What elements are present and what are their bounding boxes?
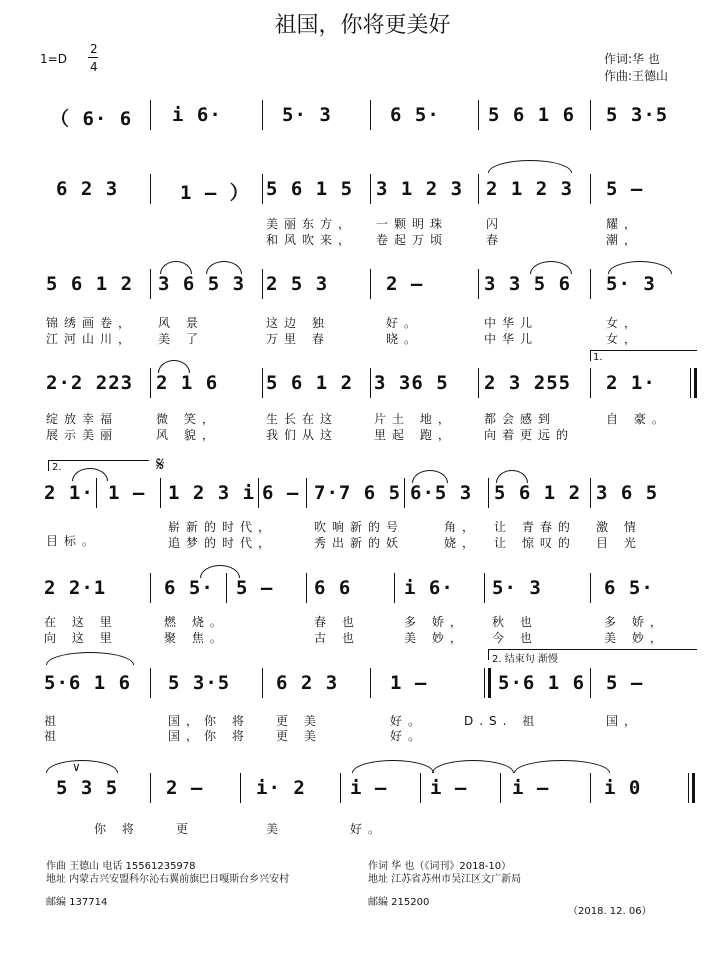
lyric: 微 笑， [156, 412, 220, 426]
barline [262, 174, 263, 204]
slur [608, 261, 672, 274]
tie [352, 760, 434, 773]
lyric: 多 娇， [404, 615, 468, 629]
slur [488, 160, 572, 173]
measure: 5·6 1 6 [498, 672, 586, 694]
barline [478, 269, 479, 299]
tie [514, 760, 610, 773]
measure: 1 – ） [180, 182, 250, 204]
barline [484, 668, 485, 698]
lyric: 和风吹来， [266, 233, 357, 247]
lyric: 闪 [486, 217, 505, 231]
measure: 1 – [390, 672, 428, 694]
composer-contact: 作曲 王德山 电话 15561235978 [46, 861, 196, 872]
measure: 5 6 1 5 [266, 178, 354, 200]
lyric: 都会感到 [484, 412, 557, 426]
lyric: 好。 [386, 316, 423, 330]
measure: 2 1· [44, 482, 94, 504]
lyric: 春 也 [314, 615, 360, 629]
lyric: 国，你 将 [168, 714, 250, 728]
barline [262, 668, 263, 698]
lyric: 美 [266, 822, 285, 836]
time-signature-top: 2 [90, 42, 98, 56]
lyric: 卷起万顷 [376, 233, 449, 247]
barline [226, 573, 227, 603]
barline [150, 573, 151, 603]
barline [258, 478, 259, 508]
lyricist: 作词:华 也 [604, 52, 660, 66]
lyric: 国， [606, 714, 643, 728]
measure: i· 2 [256, 777, 306, 799]
lyric: 激 情 [596, 520, 642, 534]
lyric: 聚 焦。 [164, 631, 228, 645]
repeat-barline [690, 368, 691, 398]
time-signature-line [88, 57, 98, 58]
barline [404, 478, 405, 508]
barline [306, 573, 307, 603]
measure: 5· 3 [492, 577, 542, 599]
measure: i 0 [604, 777, 642, 799]
measure: 6 5· [604, 577, 654, 599]
barline [590, 573, 591, 603]
tie [200, 565, 240, 578]
volta-label-2: 2. [52, 462, 62, 473]
measure: i – [350, 777, 388, 799]
lyric: 目标。 [46, 534, 101, 548]
barline [150, 368, 151, 398]
barline [150, 100, 151, 130]
barline [484, 573, 485, 603]
barline [590, 174, 591, 204]
measure: 6 6 [314, 577, 352, 599]
barline [340, 773, 341, 803]
repeat-barline-thick [694, 368, 697, 398]
barline [150, 668, 151, 698]
measure: 7·7 6 5 [314, 482, 402, 504]
measure: 6 – [262, 482, 300, 504]
measure: 5 6 1 2 [266, 372, 354, 394]
final-barline [688, 773, 689, 803]
barline [590, 668, 591, 698]
lyric: 多 娇， [604, 615, 668, 629]
lyric: 秀出新的妖 [314, 536, 405, 550]
lyric: 好。 [350, 822, 387, 836]
lyric: 国，你 将 [168, 729, 250, 743]
barline [590, 100, 591, 130]
measure: 5· 3 [606, 273, 656, 295]
barline [160, 478, 161, 508]
slur [206, 261, 242, 274]
lyric: 目 光 [596, 536, 642, 550]
time-signature-bottom: 4 [90, 60, 98, 74]
slur [160, 261, 192, 274]
lyric: 追梦的时代， [168, 536, 277, 550]
measure: i 6· [404, 577, 454, 599]
composer: 作曲:王德山 [604, 69, 669, 83]
song-title: 祖国，你将更美好 [274, 13, 451, 38]
lyric: 让 惊叹的 [494, 536, 576, 550]
lyric: 角， [444, 520, 481, 534]
lyric: 片土 地， [374, 412, 456, 426]
lyric: 女， [606, 332, 643, 346]
barline [478, 174, 479, 204]
lyricist-address: 地址 江苏省苏州市吴江区文广新局 [368, 874, 522, 885]
barline [262, 100, 263, 130]
lyric: 今 也 [492, 631, 538, 645]
measure: i 6· [172, 104, 222, 126]
segno-icon: 𝄋 [156, 452, 165, 476]
slur [496, 470, 528, 483]
final-barline-thick [692, 773, 695, 803]
barline [262, 368, 263, 398]
slur [46, 652, 134, 665]
measure: 3 3 5 6 [484, 273, 572, 295]
lyric: 春 [486, 233, 505, 247]
measure: 2·2 223 [46, 372, 134, 394]
lyric: 风 景 [158, 316, 204, 330]
barline [488, 478, 489, 508]
measure: i – [430, 777, 468, 799]
barline [370, 100, 371, 130]
measure: 5 6 1 2 [494, 482, 582, 504]
measure: 5 3·5 [606, 104, 669, 126]
barline [370, 368, 371, 398]
measure: 6 2 3 [56, 178, 119, 200]
lyric: 中华儿 [484, 332, 539, 346]
measure: 3 36 5 [374, 372, 449, 394]
lyric: 崭新的时代， [168, 520, 277, 534]
slur [158, 360, 190, 373]
lyric: 更 美 [276, 714, 322, 728]
measure: 5· 3 [282, 104, 332, 126]
measure: 5 – [606, 672, 644, 694]
measure: 2 2·1 [44, 577, 107, 599]
lyric: 向 这 里 [44, 631, 118, 645]
lyric: 耀， [606, 217, 643, 231]
measure: 2 – [386, 273, 424, 295]
barline [394, 573, 395, 603]
measure: 5 6 1 2 [46, 273, 134, 295]
barline [150, 174, 151, 204]
lyric: 祖 [44, 729, 63, 743]
barline [306, 478, 307, 508]
lyric: 美 妙， [404, 631, 468, 645]
barline [478, 368, 479, 398]
slur [530, 261, 572, 274]
measure: 6·5 3 [410, 482, 473, 504]
barline [262, 269, 263, 299]
lyricist-postcode: 邮编 215200 [368, 897, 430, 908]
measure: 3 6 5 [596, 482, 659, 504]
lyric: 锦绣画卷， [46, 316, 137, 330]
measure: 3 1 2 3 [376, 178, 464, 200]
composer-address: 地址 内蒙古兴安盟科尔沁右翼前旗巴日嘎斯台乡兴安村 [46, 874, 290, 885]
measure: 2 1· [606, 372, 656, 394]
barline-thick [488, 668, 491, 698]
lyric: 秋 也 [492, 615, 538, 629]
lyric: 美 了 [158, 332, 204, 346]
barline [370, 269, 371, 299]
measure: 2 5 3 [266, 273, 329, 295]
measure: 1 2 3 i [168, 482, 256, 504]
barline [370, 174, 371, 204]
slur [412, 470, 448, 483]
barline [150, 269, 151, 299]
barline [500, 773, 501, 803]
lyric: 绽放幸福 [46, 412, 119, 426]
barline [478, 100, 479, 130]
barline [150, 773, 151, 803]
measure: 5 – [606, 178, 644, 200]
volta-bracket-1 [590, 350, 697, 361]
lyricist-source: 作词 华 也（《词刊》2018-10） [368, 861, 512, 872]
lyric: 更 [176, 822, 195, 836]
barline [590, 773, 591, 803]
lyric: 你 将 [94, 822, 140, 836]
lyric: 潮， [606, 233, 643, 247]
measure: 1 – [108, 482, 146, 504]
barline [590, 368, 591, 398]
measure: 5·6 1 6 [44, 672, 132, 694]
lyric: 我们从这 [266, 428, 339, 442]
lyric: D.S. 祖 [464, 714, 541, 728]
measure: 5 6 1 6 [488, 104, 576, 126]
lyric: 晓。 [386, 332, 423, 346]
key-signature: 1=D [40, 52, 67, 66]
lyric: 祖 [44, 714, 63, 728]
measure: 5 3·5 [168, 672, 231, 694]
barline [370, 668, 371, 698]
lyric: 在 这 里 [44, 615, 118, 629]
measure: 6 5· [390, 104, 440, 126]
measure: （ 6· 6 [50, 108, 133, 130]
barline [240, 773, 241, 803]
tie [432, 760, 514, 773]
lyric: 这边 独 [266, 316, 330, 330]
barline [590, 478, 591, 508]
barline [96, 478, 97, 508]
measure: 3 6 5 3 [158, 273, 246, 295]
lyric: 好。 [390, 714, 427, 728]
lyric: 美 妙， [604, 631, 668, 645]
measure: 2 3 255 [484, 372, 572, 394]
lyric: 女， [606, 316, 643, 330]
barline [420, 773, 421, 803]
lyric: 里起 跑， [374, 428, 456, 442]
lyric: 美丽东方， [266, 217, 357, 231]
measure: 6 2 3 [276, 672, 339, 694]
date: （2018. 12. 06） [568, 906, 652, 917]
lyric: 展示美丽 [46, 428, 119, 442]
measure: i – [512, 777, 550, 799]
breath-mark: ∨ [72, 760, 81, 774]
lyric: 让 青春的 [494, 520, 576, 534]
lyric: 吹响新的号 [314, 520, 405, 534]
measure: 5 – [236, 577, 274, 599]
lyric: 更 美 [276, 729, 322, 743]
volta-label-1: 1. [593, 352, 603, 363]
measure: 5 3 5 [56, 777, 119, 799]
measure: 2 1 6 [156, 372, 219, 394]
barline [590, 269, 591, 299]
measure: 6 5· [164, 577, 214, 599]
lyric: 好。 [390, 729, 427, 743]
lyric: 江河山川， [46, 332, 137, 346]
lyric: 中华儿 [484, 316, 539, 330]
lyric: 娆， [444, 536, 481, 550]
lyric: 万里 春 [266, 332, 330, 346]
lyric: 生长在这 [266, 412, 339, 426]
composer-postcode: 邮编 137714 [46, 897, 108, 908]
measure: 2 – [166, 777, 204, 799]
lyric: 古 也 [314, 631, 360, 645]
lyric: 自 豪。 [606, 412, 670, 426]
measure: 2 1 2 3 [486, 178, 574, 200]
lyric: 一颗明珠 [376, 217, 449, 231]
lyric: 风 貌， [156, 428, 220, 442]
ending-label: 2. 结束句 渐慢 [492, 654, 558, 665]
lyric: 向着更远的 [484, 428, 575, 442]
slur [46, 760, 118, 773]
lyric: 燃 烧。 [164, 615, 228, 629]
